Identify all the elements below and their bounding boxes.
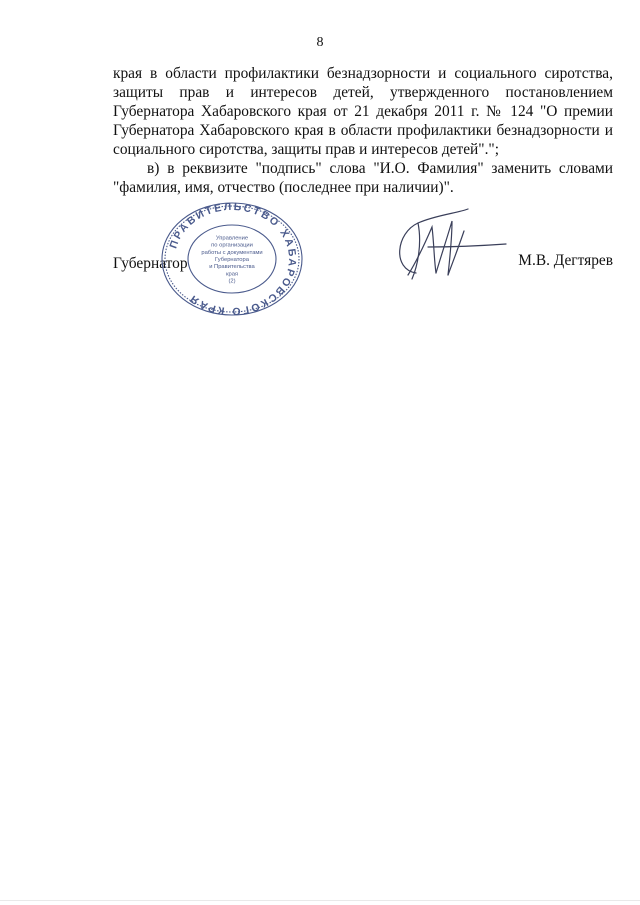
seal-inner-line: по организации — [211, 242, 253, 249]
scan-edge-line — [0, 900, 640, 901]
seal-inner-line: Губернатора — [215, 257, 249, 263]
paragraph-continuation: края в области профилактики безнадзорности и социального сиротства, защиты прав и интересов детей, утвержденного постановлением Губернатора Хабаровского края от 21 декабря 2011 г. № 124 "О премии Губернатора Хабаровского края в области профилактики безнадзорности и социального сиротства, защиты прав и интересов детей"."; — [113, 65, 613, 158]
signer-name: М.В. Дегтярев — [518, 252, 613, 269]
seal-inner-line: и Правительства — [209, 264, 255, 271]
signer-position: Губернатор — [113, 255, 188, 272]
seal-ring-text: ПРАВИТЕЛЬСТВО ХАБАРОВСКОГО КРАЯ — [167, 200, 299, 318]
seal-inner-line: работы с документами — [201, 249, 263, 256]
seal-inner-line: (2) — [228, 278, 236, 285]
seal-inner-line: края — [225, 271, 239, 278]
official-seal-icon — [157, 200, 307, 318]
signature-block — [0, 195, 640, 335]
seal-inner-line: Управление — [215, 235, 249, 242]
paragraph-item-v: в) в реквизите "подпись" слова "И.О. Фамилия" заменить словами "фамилия, имя, отчество (последнее при наличии)". — [113, 160, 613, 196]
page-number: 8 — [316, 35, 324, 50]
document-body — [113, 64, 613, 197]
handwritten-signature-icon — [388, 203, 508, 289]
